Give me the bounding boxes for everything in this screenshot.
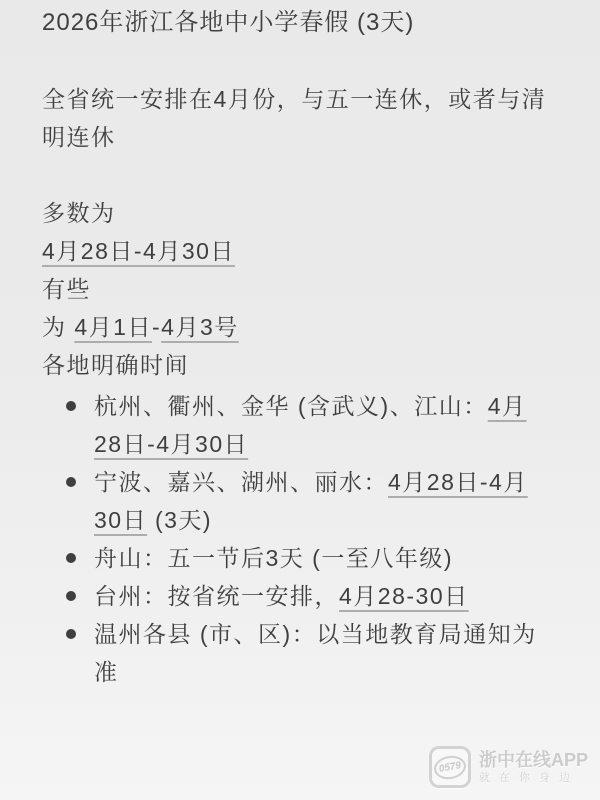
underlined-date-text: 4月1日 [74, 314, 152, 340]
underlined-date-text: 4月28日-4月30日 [42, 238, 235, 264]
summary-lines [42, 194, 560, 384]
plain-text: 宁波、嘉兴、湖州、丽水： [94, 469, 388, 495]
list-item [66, 539, 546, 577]
plain-text: 杭州、衢州、金华 (含武义)、江山： [94, 393, 488, 419]
app-logo-icon [429, 746, 471, 788]
text-line [42, 232, 560, 270]
plain-text: 舟山：五一节后3天 (一至八年级) [94, 545, 453, 571]
plain-text: - [151, 314, 162, 340]
watermark [429, 746, 588, 788]
plain-text: (3天) [147, 507, 213, 533]
underlined-date-text: 4月28日-4月30日 [94, 393, 527, 457]
bullet-icon [66, 477, 76, 487]
plain-text: 为 [42, 314, 75, 340]
watermark-text [479, 750, 588, 785]
plain-text: 多数为 [42, 200, 116, 226]
text-line [42, 346, 560, 384]
bullet-icon [66, 401, 76, 411]
plain-text: 各地明确时间 [42, 352, 189, 378]
plain-text: 温州各县 (市、区)：以当地教育局通知为准 [94, 621, 537, 685]
plain-text: 台州：按省统一安排， [94, 583, 339, 609]
watermark-slogan: 就在你身边 [478, 771, 579, 784]
list-item [66, 463, 546, 539]
watermark-app-name: 浙中在线APP [478, 749, 588, 770]
city-schedule-list [42, 387, 560, 691]
bullet-icon [66, 591, 76, 601]
bullet-icon [66, 553, 76, 563]
text-line [42, 270, 560, 308]
text-line [42, 308, 560, 346]
text-line [42, 194, 560, 232]
underlined-date-text: 4月28-30日 [339, 583, 469, 609]
underlined-date-text: 4月3号 [161, 314, 239, 340]
article-title: 2026年浙江各地中小学春假 (3天) [42, 9, 415, 36]
bullet-icon [66, 629, 76, 639]
list-item [66, 615, 546, 691]
list-item [66, 387, 546, 463]
intro-paragraph: 全省统一安排在4月份，与五一连休，或者与清明连休 [42, 86, 547, 150]
logo-0579-text: 0579 [432, 753, 468, 781]
underlined-date-text: 4月28日-4月30日 [94, 469, 528, 533]
list-item [66, 577, 546, 615]
plain-text: 有些 [42, 276, 91, 302]
